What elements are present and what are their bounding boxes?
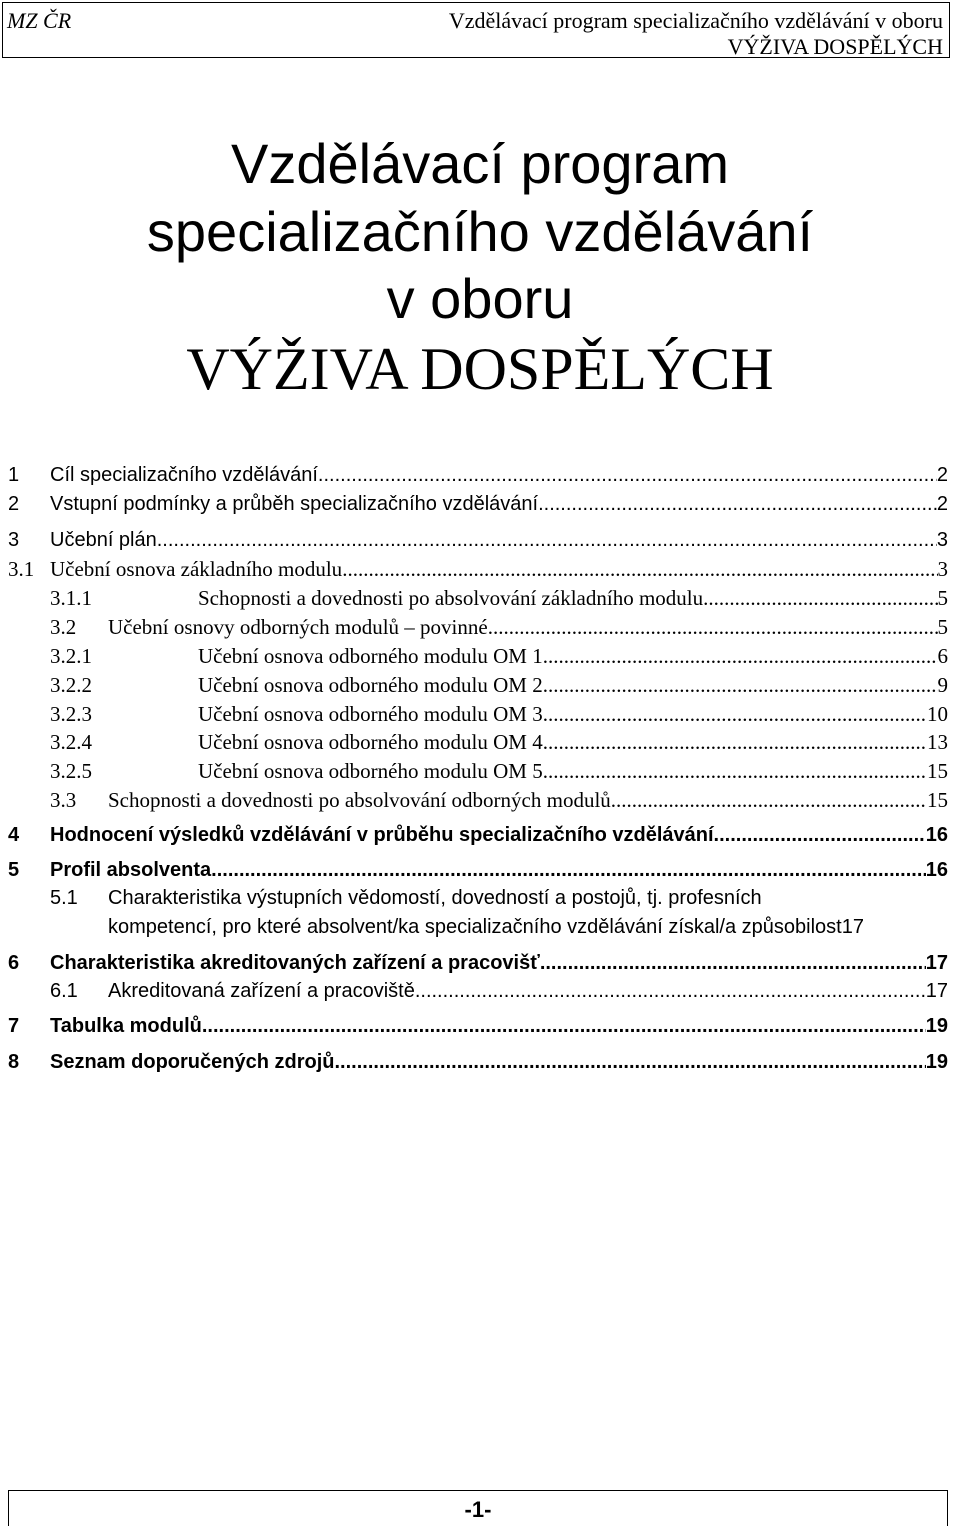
toc-page: 15: [927, 759, 948, 783]
toc-text: Učební osnova odborného modulu OM 4: [198, 730, 543, 754]
title-line-1: Vzdělávací program: [230, 132, 729, 195]
toc-entry[interactable]: [8, 980, 948, 1015]
toc-number: 6.1: [50, 980, 78, 1002]
toc-entry[interactable]: [8, 824, 948, 859]
toc-entry[interactable]: [8, 464, 948, 493]
toc-text: Učební osnova odborného modulu OM 5: [198, 759, 543, 783]
toc-page: 17: [925, 952, 948, 974]
toc-page: 9: [937, 673, 948, 697]
table-of-contents: [8, 464, 948, 1081]
toc-page: 5: [937, 586, 948, 610]
title-line-4: VÝŽIVA DOSPĚLÝCH: [186, 336, 774, 402]
toc-page: 19: [925, 1015, 948, 1037]
toc-entry[interactable]: [8, 859, 948, 887]
toc-text: Učební osnova základního modulu: [50, 557, 343, 581]
toc-leader: [415, 980, 926, 1003]
toc-number: 3.2.1: [50, 644, 92, 668]
toc-number: 7: [8, 1015, 20, 1037]
header-ministry: MZ ČR: [7, 8, 72, 33]
toc-entry[interactable]: [8, 952, 948, 980]
toc-entry[interactable]: [8, 493, 948, 529]
toc-text: Učební osnovy odborných modulů – povinné: [108, 615, 488, 639]
toc-entry[interactable]: [8, 1015, 948, 1051]
toc-text: Učební osnova odborného modulu OM 3: [198, 702, 543, 726]
toc-text: Charakteristika výstupních vědomostí, dovedností a postojů, tj. profesních: [108, 887, 762, 909]
toc-number: 3: [8, 529, 20, 551]
toc-page: 6: [937, 644, 948, 668]
toc-entry[interactable]: [8, 788, 948, 824]
toc-leader: [703, 586, 937, 611]
toc-number: 3.3: [50, 788, 77, 812]
toc-leader: [488, 615, 938, 640]
toc-page: 3: [936, 529, 948, 551]
running-header: [2, 2, 950, 58]
toc-leader: [318, 464, 937, 487]
toc-page: 17: [925, 980, 948, 1002]
toc-number: 4: [8, 824, 20, 846]
toc-page: 3: [937, 557, 948, 581]
toc-page: 16: [925, 824, 948, 846]
header-line-2: VÝŽIVA DOSPĚLÝCH: [727, 34, 943, 59]
toc-number: 1: [8, 464, 20, 486]
toc-number: 3.2.2: [50, 673, 92, 697]
toc-entry[interactable]: [8, 759, 948, 788]
toc-text: Učební plán: [50, 529, 157, 551]
toc-number: 5.1: [50, 887, 78, 909]
toc-entry[interactable]: [8, 644, 948, 673]
toc-text: Tabulka modulů: [50, 1015, 202, 1037]
toc-number: 8: [8, 1051, 20, 1073]
toc-number: 3.2.4: [50, 730, 92, 754]
toc-text: Profil absolventa: [50, 859, 212, 881]
toc-number: 3.2.3: [50, 702, 92, 726]
toc-leader: [543, 702, 927, 727]
toc-entry-continuation[interactable]: [8, 916, 948, 952]
toc-leader: [543, 673, 938, 698]
toc-entry[interactable]: [8, 730, 948, 759]
toc-leader: [211, 859, 926, 882]
toc-page: 16: [925, 859, 948, 881]
toc-number: 3.1: [8, 557, 35, 581]
toc-entry[interactable]: [8, 673, 948, 702]
toc-text: Schopnosti a dovednosti po absolvování odborných modulů: [108, 788, 611, 812]
toc-leader: [538, 493, 937, 516]
toc-text: Schopnosti a dovednosti po absolvování základního modulu: [198, 586, 704, 610]
title-line-2: specializačního vzdělávání: [146, 200, 814, 263]
toc-leader: [543, 730, 927, 755]
toc-text: Hodnocení výsledků vzdělávání v průběhu specializačního vzdělávání: [50, 824, 714, 846]
toc-entry[interactable]: [8, 615, 948, 644]
toc-leader: [202, 1015, 926, 1038]
toc-text: Charakteristika akreditovaných zařízení a pracovišť: [50, 952, 540, 974]
toc-page: 17: [841, 916, 864, 938]
toc-entry[interactable]: [8, 702, 948, 730]
page-number-footer: [8, 1490, 948, 1526]
header-program-title: [449, 8, 943, 60]
toc-number: 6: [8, 952, 20, 974]
toc-leader: [334, 1051, 925, 1074]
toc-page: 2: [936, 464, 948, 486]
toc-text: Seznam doporučených zdrojů: [50, 1051, 335, 1073]
toc-number: 3.2.5: [50, 759, 92, 783]
toc-page: 19: [925, 1051, 948, 1073]
toc-text: Akreditovaná zařízení a pracoviště: [108, 980, 415, 1002]
toc-page: 10: [927, 702, 948, 726]
toc-leader: [543, 644, 938, 669]
page-number: -1-: [464, 1497, 492, 1522]
header-line-1: Vzdělávací program specializačního vzdělávání v oboru: [448, 8, 943, 33]
toc-text: kompetencí, pro které absolvent/ka specializačního vzdělávání získal/a způsobilost: [108, 916, 842, 938]
toc-text: Učební osnova odborného modulu OM 1: [198, 644, 543, 668]
toc-number: 2: [8, 493, 20, 515]
toc-page: 13: [927, 730, 948, 754]
toc-text: Vstupní podmínky a průběh specializačního vzdělávání: [50, 493, 539, 515]
toc-number: 3.1.1: [50, 586, 92, 610]
toc-text: Cíl specializačního vzdělávání: [50, 464, 318, 486]
toc-entry[interactable]: [8, 887, 948, 916]
toc-leader: [714, 824, 926, 847]
toc-leader: [611, 788, 927, 813]
toc-page: 15: [927, 788, 948, 812]
toc-entry[interactable]: [8, 1051, 948, 1081]
toc-leader: [342, 557, 937, 582]
toc-entry[interactable]: [8, 586, 948, 615]
toc-entry[interactable]: [8, 529, 948, 557]
toc-leader: [543, 759, 927, 784]
toc-leader: [157, 529, 937, 552]
toc-page: 2: [936, 493, 948, 515]
toc-number: 5: [8, 859, 20, 881]
toc-leader: [540, 952, 926, 975]
toc-entry[interactable]: [8, 557, 948, 586]
toc-number: 3.2: [50, 615, 77, 639]
title-line-3: v oboru: [386, 267, 574, 330]
toc-page: 5: [937, 615, 948, 639]
toc-text: Učební osnova odborného modulu OM 2: [198, 673, 543, 697]
